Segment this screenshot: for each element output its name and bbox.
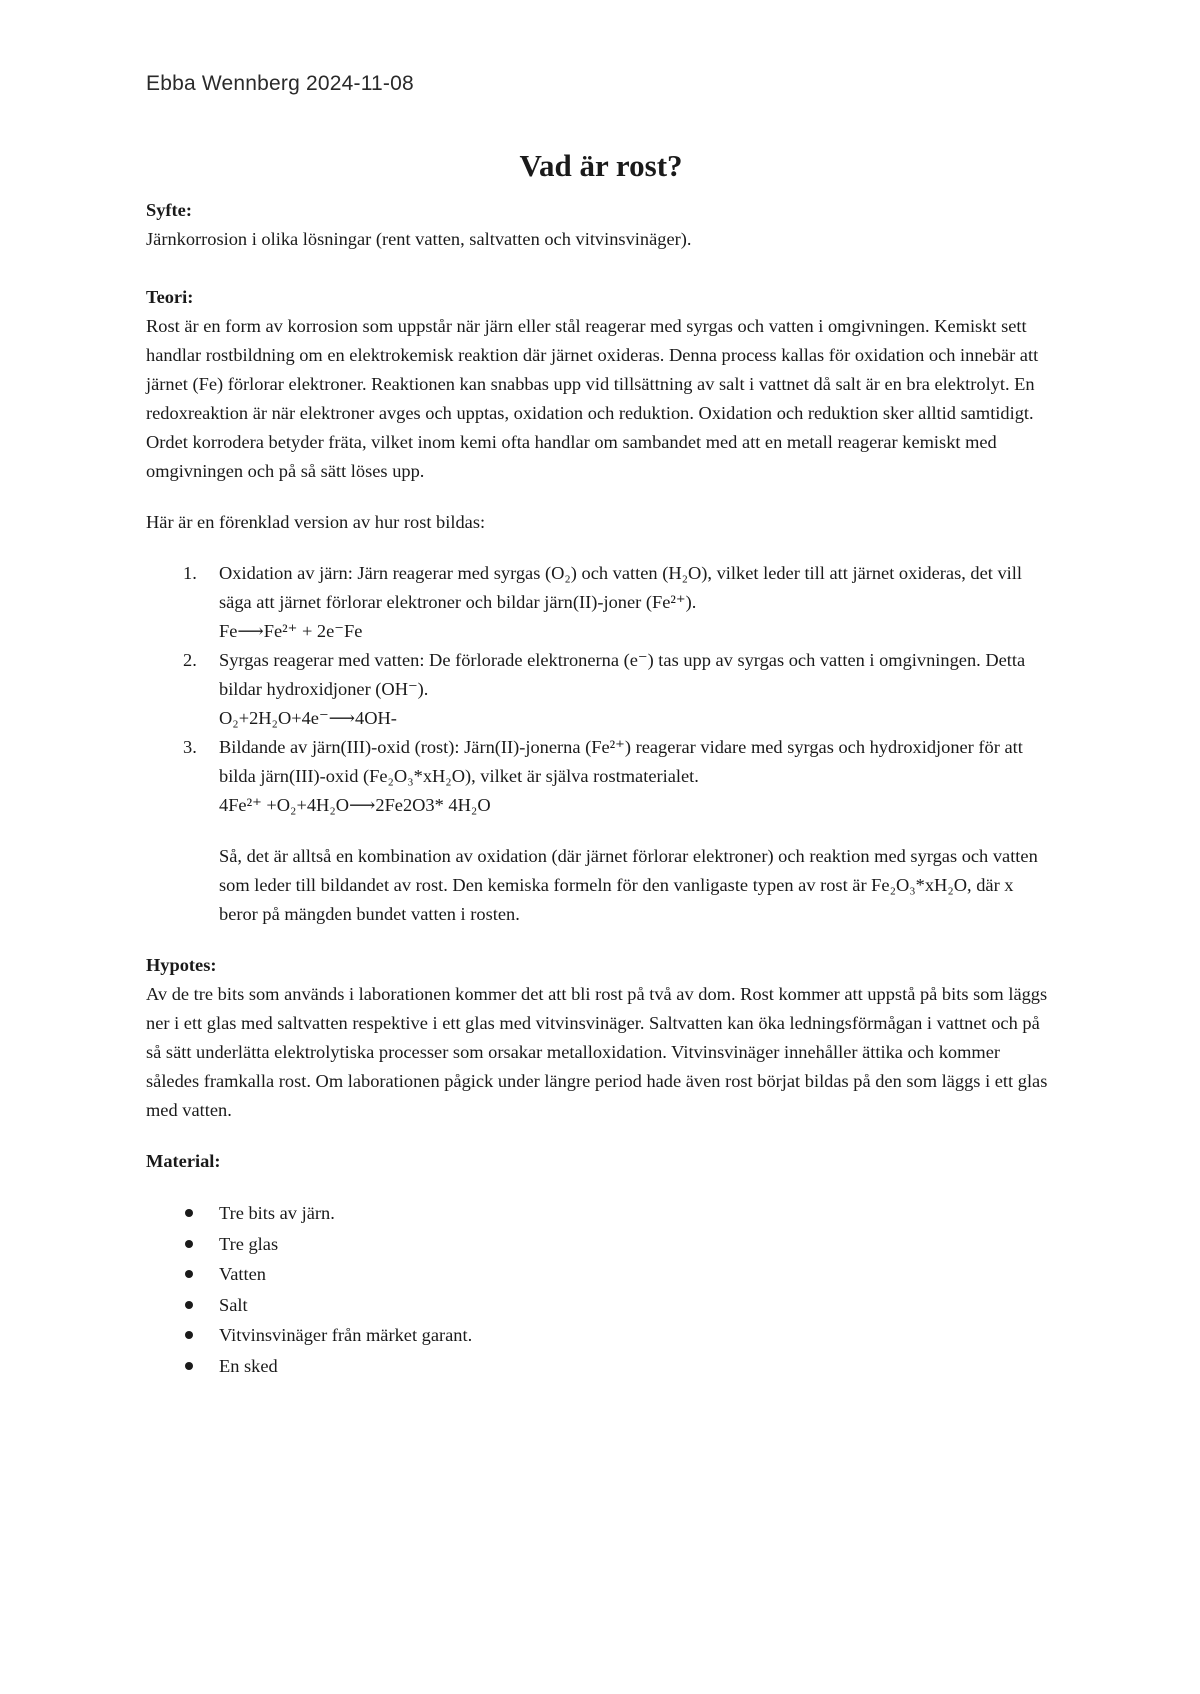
step-text: Oxidation av järn: Järn reagerar med syrgas (O₂) och vatten (H₂O), vilket leder till att järnet oxideras, det vill säga att järnet förlorar elektroner och bildar järn(II)-joner (Fe²⁺). (219, 563, 1023, 612)
document-title: Vad är rost? (519, 148, 683, 183)
syfte-heading: Syfte: (146, 200, 192, 220)
step-formula: 4Fe²⁺ +O₂+4H₂O⟶2Fe2O3* 4H₂O (219, 795, 491, 815)
bullet-icon (185, 1209, 193, 1217)
material-item: Vitvinsvinäger från märket garant. (146, 1320, 1056, 1351)
material-list (146, 1198, 1056, 1381)
step-number: 1. (183, 563, 197, 583)
teori-text: Rost är en form av korrosion som uppstår när järn eller stål reagerar med syrgas och vatten i omgivningen. Kemiskt sett handlar rostbildning om en elektrokemisk reaktion där järnet oxideras. Denna process kallas för oxidation och innebär att järnet (Fe) förlorar elektroner. Reaktionen kan snabbas upp vid tillsättning av salt i vattnet då salt är en bra elektrolyt. En redoxreaktion är när elektroner avges och upptas, oxidation och reduktion. Oxidation och reduktion sker alltid samtidigt. Ordet korrodera betyder fräta, vilket inom kemi ofta handlar om sambandet med att en metall reagerar kemiskt med omgivningen och på så sätt löses upp. (146, 316, 1039, 481)
material-item: Tre glas (146, 1229, 1056, 1260)
bullet-icon (185, 1331, 193, 1339)
step-formula: O₂+2H₂O+4e⁻⟶4OH- (219, 708, 397, 728)
bullet-icon (185, 1270, 193, 1278)
step-number: 3. (183, 737, 197, 757)
material-item: Salt (146, 1290, 1056, 1321)
step-formula: Fe⟶Fe²⁺ + 2e⁻Fe (219, 621, 363, 641)
syfte-text: Järnkorrosion i olika lösningar (rent vatten, saltvatten och vitvinsvinäger). (146, 229, 692, 249)
material-heading: Material: (146, 1151, 221, 1171)
step-text: Bildande av järn(III)-oxid (rost): Järn(II)-jonerna (Fe²⁺) reagerar vidare med syrgas och hydroxidjoner för att bilda järn(III)-oxid (Fe₂O₃*xH₂O), vilket är själva rostmaterialet. (219, 737, 1023, 786)
material-item: Vatten (146, 1259, 1056, 1290)
material-item: Tre bits av järn. (146, 1198, 1056, 1229)
rust-formation-steps (146, 559, 1056, 820)
material-item: En sked (146, 1351, 1056, 1382)
page-header: Ebba Wennberg 2024-11-08 (146, 72, 414, 95)
teori-heading: Teori: (146, 287, 194, 307)
hypotes-text: Av de tre bits som används i laborationen kommer det att bli rost på två av dom. Rost kommer att uppstå på bits som läggs ner i ett glas med saltvatten respektive i ett glas med vitvinsvinäger. Saltvatten kan öka ledningsförmågan i vattnet och på så sätt underlätta elektrolytiska processer som orsakar metalloxidation. Vitvinsvinäger innehåller ättika och kommer således framkalla rost. Om laborationen pågick under längre period hade även rost börjat bildas på den som läggs i ett glas med vatten. (146, 984, 1048, 1120)
step-item (146, 646, 1056, 733)
document-body (146, 146, 1056, 1381)
hypotes-heading: Hypotes: (146, 955, 217, 975)
bullet-icon (185, 1362, 193, 1370)
step-number: 2. (183, 650, 197, 670)
step-text: Syrgas reagerar med vatten: De förlorade elektronerna (e⁻) tas upp av syrgas och vatten i omgivningen. Detta bildar hydroxidjoner (OH⁻). (219, 650, 1026, 699)
teori-intro: Här är en förenklad version av hur rost bildas: (146, 512, 486, 532)
bullet-icon (185, 1301, 193, 1309)
step-item (146, 559, 1056, 646)
teori-summary: Så, det är alltså en kombination av oxidation (där järnet förlorar elektroner) och reaktion med syrgas och vatten som leder till bildandet av rost. Den kemiska formeln för den vanligaste typen av rost är Fe₂O₃*xH₂O, där x beror på mängden bundet vatten i rosten. (219, 846, 1038, 924)
step-item (146, 733, 1056, 820)
bullet-icon (185, 1240, 193, 1248)
